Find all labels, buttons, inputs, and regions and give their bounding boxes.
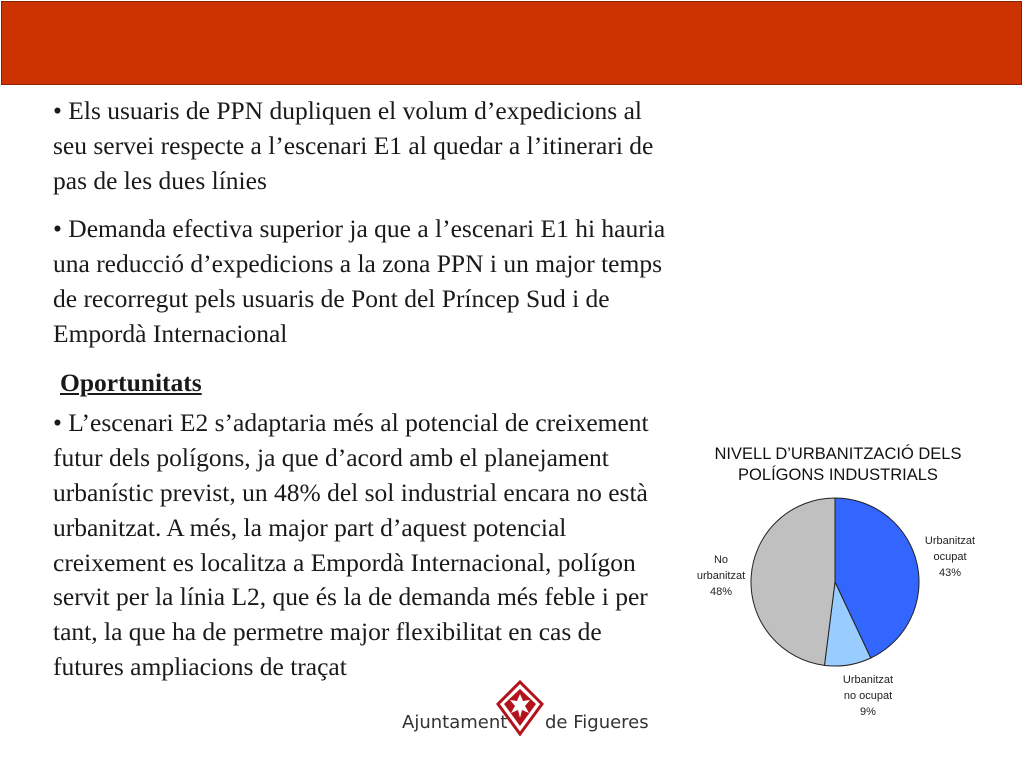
footer-left-text: Ajuntament (402, 712, 508, 733)
section-heading: Oportunitats (60, 367, 202, 397)
footer-right-text: de Figueres (545, 712, 649, 733)
pie-slice-no-urbanitzat (751, 498, 835, 665)
pie-slices (751, 498, 919, 666)
pie-label-no-urbanitzat: No urbanitzat 48% (696, 554, 746, 598)
bullet-item: • Demanda efectiva superior ja que a l’escenari E1 hi hauria una reducció d’expedicions a la zona PPN i un major temps de recorregut pels usuaris de Pont del Príncep Sud i de Empordà Internacional (53, 214, 666, 348)
chart-title: NIVELL D’URBANITZACIÓ DELS POLÍGONS INDUSTRIALS (714, 445, 962, 484)
pie-label-urbanitzat-ocupat: Urbanitzat ocupat 43% (924, 535, 976, 579)
pie-label-urbanitzat-no-ocupat: Urbanitzat no ocupat 9% (842, 674, 894, 718)
bullet-item: • L’escenari E2 s’adaptaria més al potencial de creixement futur dels polígons, ja que d’acord amb el planejament urbanístic previst, un 48% del sol industrial encara no està urbanitzat. A més, la major part d’aquest potencial creixement es localitza a Empordà Internacional, polígon servit per la línia L2, que és la de demanda més feble i per tant, la que ha de permetre major flexibilitat en cas de futures ampliacions de traçat (53, 408, 649, 681)
bullet-item: • Els usuaris de PPN dupliquen el volum d’expedicions al seu servei respecte a l’escenari E1 al quedar a l’itinerari de pas de les dues línies (53, 96, 654, 195)
